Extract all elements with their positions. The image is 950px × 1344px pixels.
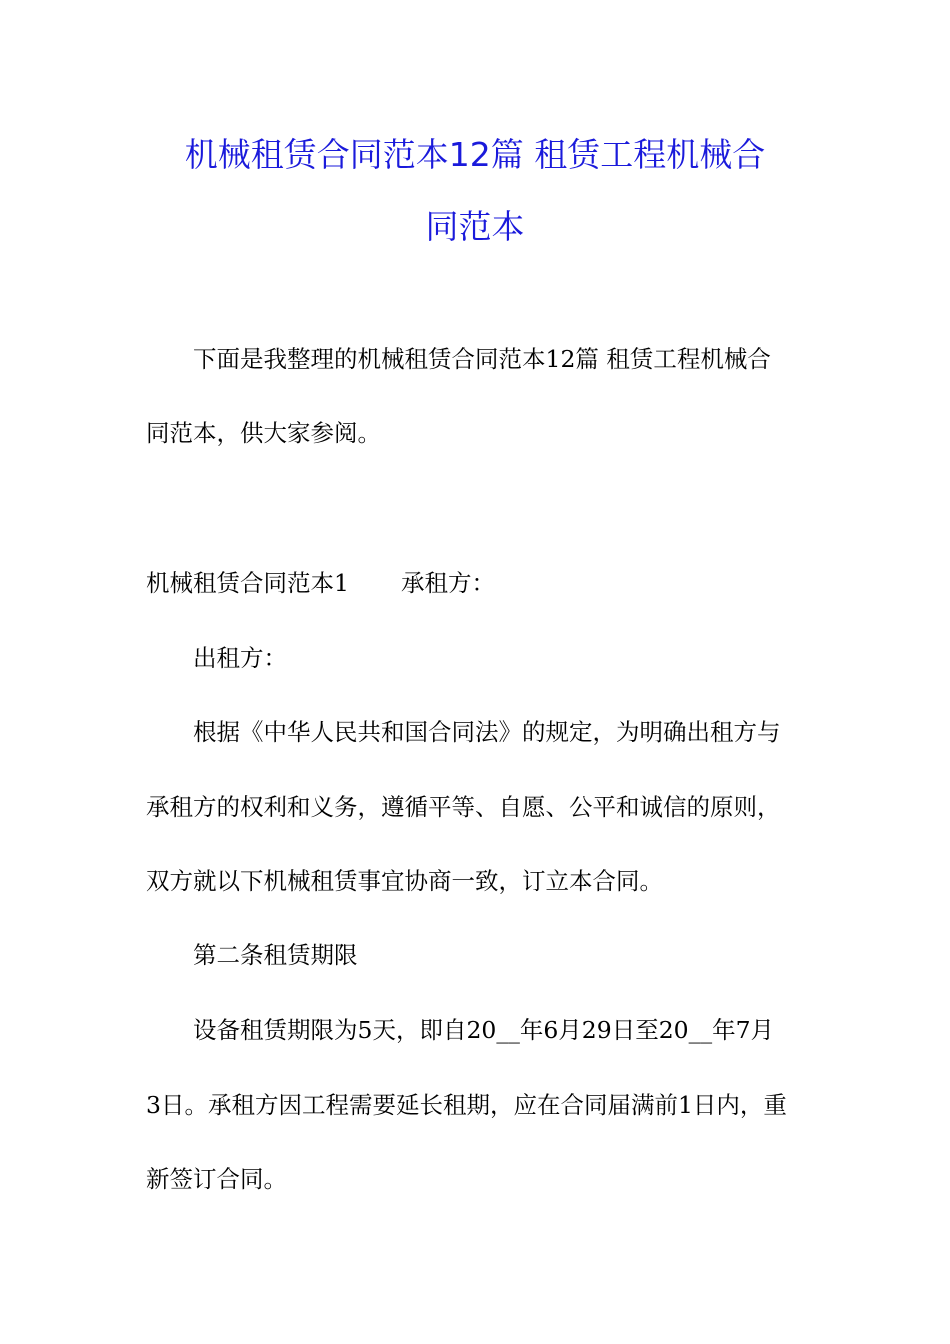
contract-heading-row xyxy=(146,569,495,597)
term-paragraph-line-1: 设备租赁期限为5天，即自20__年6月29日至20__年7月 xyxy=(193,1016,775,1044)
contract-heading: 机械租赁合同范本1 xyxy=(146,569,349,597)
basis-paragraph-line-2: 承租方的权利和义务，遵循平等、自愿、公平和诚信的原则， xyxy=(146,793,781,821)
lessee-label: 承租方： xyxy=(400,569,495,597)
document-title-line-1: 机械租赁合同范本12篇 租赁工程机械合 xyxy=(184,135,766,174)
basis-paragraph-line-3: 双方就以下机械租赁事宜协商一致，订立本合同。 xyxy=(146,867,663,895)
lessor-label: 出租方： xyxy=(193,644,287,672)
article-2-heading: 第二条租赁期限 xyxy=(193,941,358,969)
intro-line-1: 下面是我整理的机械租赁合同范本12篇 租赁工程机械合 xyxy=(193,345,771,373)
term-paragraph-line-3: 新签订合同。 xyxy=(146,1165,287,1193)
basis-paragraph-line-1: 根据《中华人民共和国合同法》的规定，为明确出租方与 xyxy=(193,718,781,746)
document-title-line-2: 同范本 xyxy=(425,207,525,246)
intro-line-2: 同范本，供大家参阅。 xyxy=(146,419,381,447)
term-paragraph-line-2: 3日。承租方因工程需要延长租期，应在合同届满前1日内，重 xyxy=(146,1091,787,1119)
